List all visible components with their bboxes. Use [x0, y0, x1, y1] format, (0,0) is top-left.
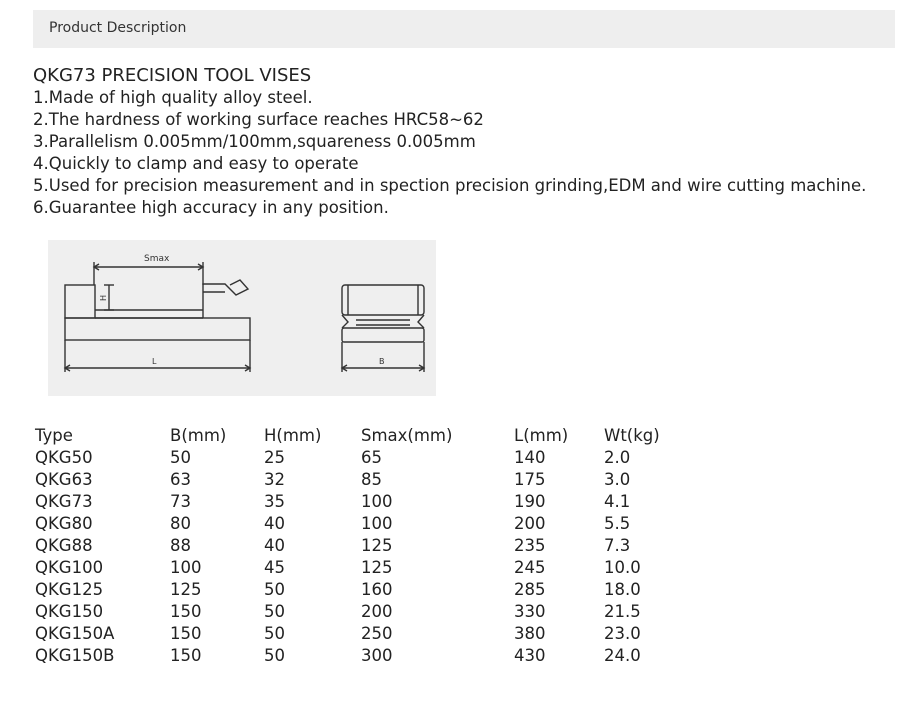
product-title: QKG73 PRECISION TOOL VISES — [33, 65, 312, 86]
feature-item: 2.The hardness of working surface reaches HRC58~62 — [33, 110, 484, 129]
table-cell: 100 — [361, 492, 393, 511]
table-cell: 65 — [361, 448, 382, 467]
table-cell: 2.0 — [604, 448, 631, 467]
table-header-row — [35, 425, 684, 447]
feature-item: 1.Made of high quality alloy steel. — [33, 88, 313, 107]
table-row — [35, 645, 684, 667]
column-header: Wt(kg) — [604, 426, 660, 445]
table-cell: 10.0 — [604, 558, 641, 577]
table-cell: 380 — [514, 624, 546, 643]
feature-item: 5.Used for precision measurement and in spection precision grinding,EDM and wire cutting machine. — [33, 176, 867, 195]
table-cell: 32 — [264, 470, 285, 489]
column-header: Type — [35, 426, 73, 445]
table-row — [35, 447, 684, 469]
tab-product-description[interactable]: Product Description — [49, 20, 187, 36]
table-cell: 40 — [264, 514, 285, 533]
table-cell: 40 — [264, 536, 285, 555]
table-cell: 50 — [264, 580, 285, 599]
table-cell: 100 — [170, 558, 202, 577]
table-cell: 73 — [170, 492, 191, 511]
table-cell: 100 — [361, 514, 393, 533]
table-cell: 175 — [514, 470, 546, 489]
table-cell: 150 — [170, 624, 202, 643]
table-cell: 330 — [514, 602, 546, 621]
table-cell: 300 — [361, 646, 393, 665]
vise-drawing — [48, 240, 436, 396]
table-cell: 430 — [514, 646, 546, 665]
table-cell: 80 — [170, 514, 191, 533]
product-description-tab-bar — [33, 10, 895, 48]
table-cell: 21.5 — [604, 602, 641, 621]
table-cell: QKG73 — [35, 492, 93, 511]
l-label: L — [152, 357, 157, 366]
table-cell: QKG150B — [35, 646, 115, 665]
h-label: H — [99, 294, 108, 301]
table-cell: QKG100 — [35, 558, 104, 577]
table-cell: 3.0 — [604, 470, 631, 489]
table-cell: QKG150A — [35, 624, 115, 643]
table-cell: 24.0 — [604, 646, 641, 665]
table-cell: 25 — [264, 448, 285, 467]
column-header: L(mm) — [514, 426, 569, 445]
table-row — [35, 623, 684, 645]
table-cell: 88 — [170, 536, 191, 555]
table-cell: 85 — [361, 470, 382, 489]
table-cell: 235 — [514, 536, 546, 555]
table-cell: 245 — [514, 558, 546, 577]
table-cell: 63 — [170, 470, 191, 489]
table-row — [35, 557, 684, 579]
b-label: B — [379, 357, 385, 366]
table-cell: 125 — [170, 580, 202, 599]
table-row — [35, 491, 684, 513]
table-cell: QKG88 — [35, 536, 93, 555]
table-cell: 200 — [514, 514, 546, 533]
table-cell: 23.0 — [604, 624, 641, 643]
table-row — [35, 513, 684, 535]
product-description-content — [33, 65, 893, 219]
table-cell: 18.0 — [604, 580, 641, 599]
table-cell: 190 — [514, 492, 546, 511]
table-cell: 5.5 — [604, 514, 631, 533]
table-cell: 50 — [264, 624, 285, 643]
table-cell: 250 — [361, 624, 393, 643]
table-cell: 125 — [361, 536, 393, 555]
table-row — [35, 601, 684, 623]
table-cell: 50 — [264, 602, 285, 621]
table-cell: 35 — [264, 492, 285, 511]
table-cell: 150 — [170, 646, 202, 665]
table-cell: 50 — [264, 646, 285, 665]
feature-item: 6.Guarantee high accuracy in any position. — [33, 198, 389, 217]
table-cell: 200 — [361, 602, 393, 621]
table-row — [35, 579, 684, 601]
column-header: H(mm) — [264, 426, 322, 445]
column-header: Smax(mm) — [361, 426, 453, 445]
table-cell: 125 — [361, 558, 393, 577]
table-cell: 160 — [361, 580, 393, 599]
table-row — [35, 469, 684, 491]
table-cell: QKG80 — [35, 514, 93, 533]
feature-item: 3.Parallelism 0.005mm/100mm,squareness 0.005mm — [33, 132, 476, 151]
table-cell: 7.3 — [604, 536, 631, 555]
table-cell: 4.1 — [604, 492, 631, 511]
table-cell: QKG150 — [35, 602, 104, 621]
spec-table — [35, 425, 684, 667]
table-cell: 285 — [514, 580, 546, 599]
table-cell: 50 — [170, 448, 191, 467]
table-cell: QKG50 — [35, 448, 93, 467]
table-cell: QKG63 — [35, 470, 93, 489]
smax-label: Smax — [144, 254, 170, 264]
table-cell: 150 — [170, 602, 202, 621]
vise-dimension-diagram — [48, 240, 436, 396]
table-cell: 45 — [264, 558, 285, 577]
feature-item: 4.Quickly to clamp and easy to operate — [33, 154, 359, 173]
column-header: B(mm) — [170, 426, 227, 445]
table-row — [35, 535, 684, 557]
table-cell: QKG125 — [35, 580, 104, 599]
table-cell: 140 — [514, 448, 546, 467]
